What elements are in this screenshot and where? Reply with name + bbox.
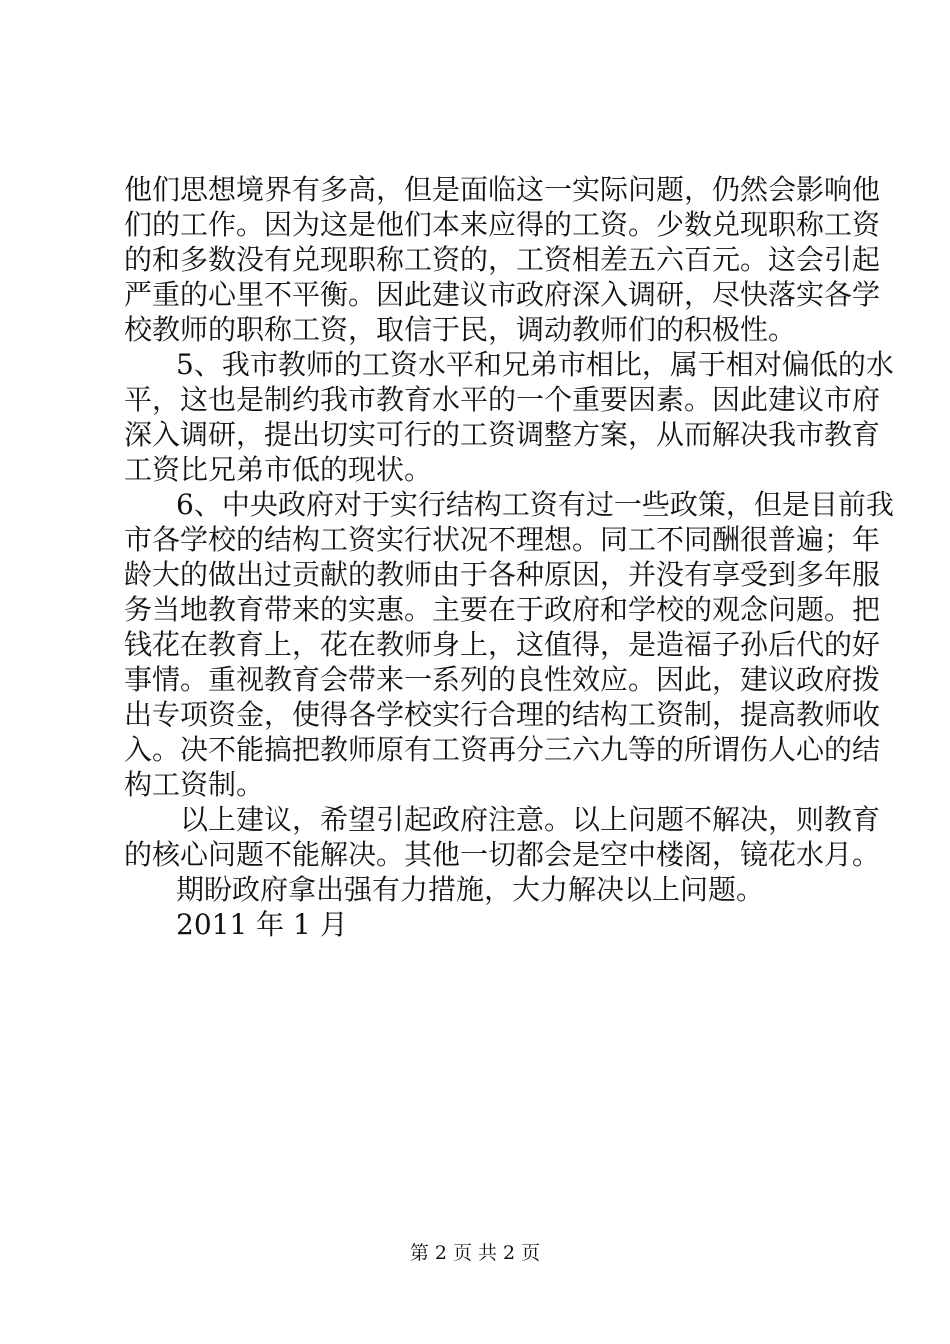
page-number-footer: 第 2 页 共 2 页 [409, 1242, 541, 1264]
text-line: 工资比兄弟市低的现状。 [124, 453, 433, 486]
text-line: 们的工作。因为这是他们本来应得的工资。少数兑现职称工资 [124, 208, 881, 241]
text-line: 市各学校的结构工资实行状况不理想。同工不同酬很普遍；年 [124, 523, 881, 556]
text-line: 出专项资金，使得各学校实行合理的结构工资制，提高教师收 [124, 698, 881, 731]
text-line: 的和多数没有兑现职称工资的，工资相差五六百元。这会引起 [124, 243, 881, 276]
text-line: 严重的心里不平衡。因此建议市政府深入调研，尽快落实各学 [124, 278, 881, 311]
text-line: 钱花在教育上，花在教师身上，这值得，是造福子孙后代的好 [124, 628, 881, 661]
text-line: 事情。重视教育会带来一系列的良性效应。因此，建议政府拨 [124, 663, 881, 696]
text-line: 务当地教育带来的实惠。主要在于政府和学校的观念问题。把 [124, 593, 881, 626]
text-line: 平，这也是制约我市教育水平的一个重要因素。因此建议市府 [124, 383, 881, 416]
text-line: 5、我市教师的工资水平和兄弟市相比，属于相对偏低的水 [176, 348, 894, 381]
text-line: 龄大的做出过贡献的教师由于各种原因，并没有享受到多年服 [124, 558, 881, 591]
text-line: 校教师的职称工资，取信于民，调动教师们的积极性。 [124, 313, 797, 346]
text-line: 深入调研，提出切实可行的工资调整方案，从而解决我市教育 [124, 418, 881, 451]
text-line: 入。决不能搞把教师原有工资再分三六九等的所谓伤人心的结 [124, 733, 881, 766]
text-line: 以上建议，希望引起政府注意。以上问题不解决，则教育 [180, 803, 881, 836]
date-line: 2011 年 1 月 [176, 908, 348, 941]
text-line: 的核心问题不能解决。其他一切都会是空中楼阁，镜花水月。 [124, 838, 881, 871]
text-line: 期盼政府拿出强有力措施，大力解决以上问题。 [176, 873, 765, 906]
text-line: 构工资制。 [124, 768, 265, 801]
text-line: 6、中央政府对于实行结构工资有过一些政策，但是目前我 [176, 488, 894, 521]
text-line: 他们思想境界有多高，但是面临这一实际问题，仍然会影响他 [124, 173, 881, 206]
